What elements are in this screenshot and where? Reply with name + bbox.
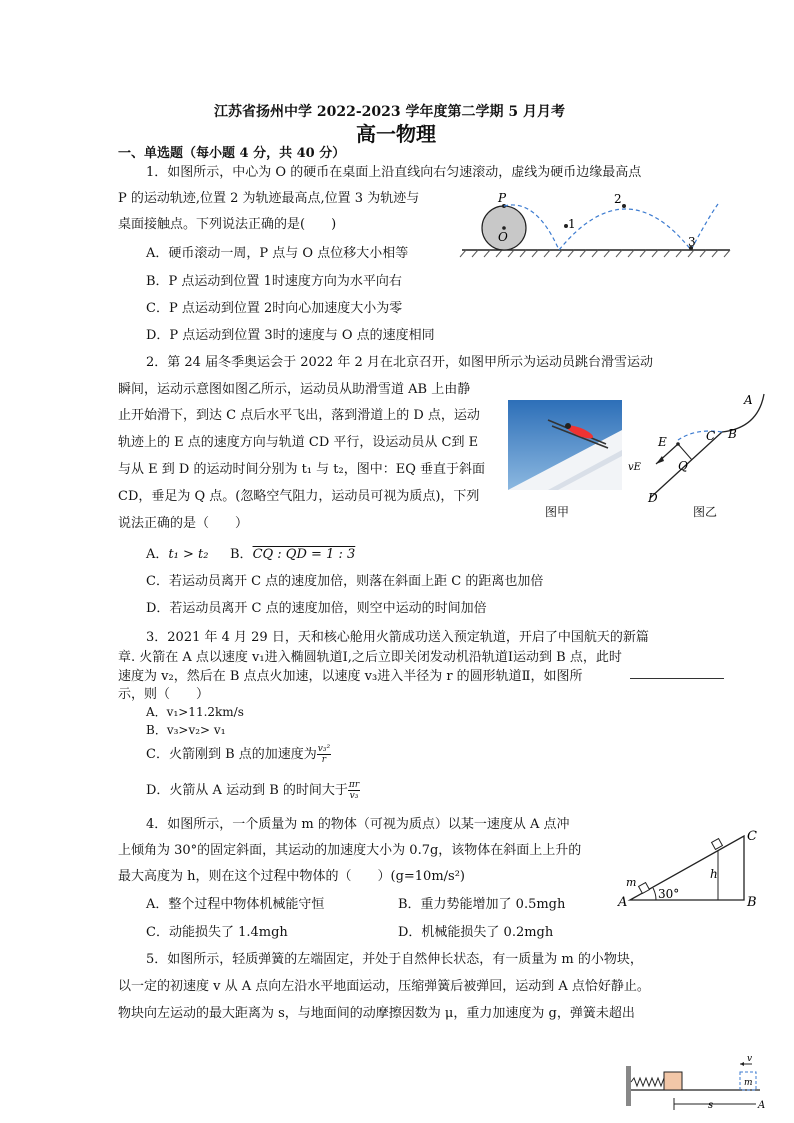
label-o: O <box>498 230 508 244</box>
wall <box>626 1066 631 1106</box>
label-pos3: 3 <box>688 235 696 249</box>
q2-line1: 2．第 24 届冬季奥运会于 2022 年 2 月在北京召开，如图甲所示为运动员跳台滑雪运动 <box>146 355 653 370</box>
q2-line4: 轨迹上的 E 点的速度方向与轨道 CD 平行，设运动员从 C到 E <box>118 435 479 450</box>
q2-line5: 与从 E 到 D 的运动时间分别为 t₁ 与 t₂，图中：EQ 垂直于斜面 <box>118 462 485 477</box>
q5-line1: 5．如图所示，轻质弹簧的左端固定，并处于自然伸长状态，有一质量为 m 的小物块， <box>146 952 643 967</box>
q2-option-d: D．若运动员离开 C 点的速度加倍，则空中运动的时间加倍 <box>146 601 487 616</box>
label-ve: vE <box>628 462 641 473</box>
q2-option-c: C．若运动员离开 C 点的速度加倍，则落在斜面上距 C 的距离也加倍 <box>146 574 544 589</box>
q3-option-d <box>146 780 360 802</box>
label-a: A <box>744 393 753 407</box>
q3-line4: 示，则（ ） <box>118 687 210 702</box>
caption-right: 图乙 <box>693 505 718 519</box>
q3-line3: 速度为 v₂，然后在 B 点点火加速，以速度 v₃进入半径为 r 的圆形轨道Ⅱ，如图所 <box>118 669 583 684</box>
label-h: h <box>710 867 718 881</box>
label-e: E <box>658 435 667 449</box>
q3-option-d-num: πr <box>348 780 360 790</box>
section-heading: 一、单选题（每小题 4 分，共 40 分） <box>118 146 346 161</box>
q2-option-a <box>146 547 208 563</box>
q3-option-d-den: v₃ <box>349 791 359 801</box>
label-m: m <box>626 876 637 889</box>
q2-line6: CD，垂足为 Q 点。(忽略空气阻力，运动员可视为质点)，下列 <box>118 489 480 504</box>
caption-left: 图甲 <box>545 505 570 519</box>
q4-line1: 4．如图所示，一个质量为 m 的物体（可视为质点）以某一速度从 A 点冲 <box>146 817 570 832</box>
q4-option-a: A．整个过程中物体机械能守恒 <box>146 897 325 912</box>
q5-line3: 物块向左运动的最大距离为 s，与地面间的动摩擦因数为 μ，重力加速度为 g，弹簧未超出 <box>118 1006 635 1021</box>
q3-option-c-num: v₃² <box>317 744 331 754</box>
q1-option-b: B．P 点运动到位置 1时速度方向为水平向右 <box>146 274 402 289</box>
label-s: s <box>708 1100 714 1111</box>
q4-line2: 上倾角为 30°的固定斜面，其运动的加速度大小为 0.7g，该物体在斜面上上升的 <box>118 843 582 858</box>
q1-option-d: D．P 点运动到位置 3时的速度与 O 点的速度相同 <box>146 328 435 343</box>
q1-line1: 1．如图所示，中心为 O 的硬币在桌面上沿直线向右匀速滚动，虚线为硬币边缘最高点 <box>146 165 642 180</box>
q4-option-d: D．机械能损失了 0.2mgh <box>398 925 554 940</box>
q2-option-b <box>230 547 355 563</box>
q2-option-b-prefix: B． <box>230 547 253 562</box>
q1-line3: 桌面接触点。下列说法正确的是( ) <box>118 217 337 232</box>
q3-option-d-prefix: D．火箭从 A 运动到 B 的时间大于 <box>146 783 348 798</box>
subject-title: 高一物理 <box>356 122 436 146</box>
label-pos2: 2 <box>614 192 622 206</box>
q1-option-c: C．P 点运动到位置 2时向心加速度大小为零 <box>146 301 403 316</box>
q4-incline-figure <box>616 826 766 910</box>
q3-option-c <box>146 744 331 766</box>
label-b: B <box>728 427 737 441</box>
q3-option-d-fraction <box>348 780 360 801</box>
q2-option-a-prefix: A． <box>146 547 169 562</box>
label-p: P <box>498 191 507 205</box>
q1-option-a: A．硬币滚动一周，P 点与 O 点位移大小相等 <box>146 246 409 261</box>
q1-line2: P 的运动轨迹,位置 2 为轨迹最高点,位置 3 为轨迹与 <box>118 191 420 206</box>
label-pos1: 1 <box>568 217 576 231</box>
ski-slope-diagram <box>626 388 776 506</box>
label-d: D <box>648 491 658 505</box>
q3-line1: 3．2021 年 4 月 29 日，天和核心舱用火箭成功送入预定轨道，开启了中国航天的新篇 <box>146 630 649 645</box>
q5-spring-figure <box>620 1054 770 1112</box>
ski-jump-photo <box>508 400 622 490</box>
q3-option-c-fraction <box>317 744 331 765</box>
q4-line3: 最大高度为 h，则在这个过程中物体的（ ）(g=10m/s²) <box>118 869 465 884</box>
label-a: A <box>618 895 628 910</box>
q3-figure-placeholder-line <box>630 678 724 679</box>
q3-option-b: B．v₃>v₂> v₁ <box>146 723 226 737</box>
q2-option-b-expr: CQ : QD = 1 : 3 <box>252 547 356 562</box>
q3-option-c-den: r <box>321 755 327 765</box>
label-a: A <box>758 1100 766 1111</box>
q2-line2: 瞬间，运动示意图如图乙所示，运动员从助滑雪道 AB 上由静 <box>118 382 471 397</box>
q4-option-b: B．重力势能增加了 0.5mgh <box>398 897 566 912</box>
q2-line7: 说法正确的是（ ） <box>118 516 249 531</box>
label-q: Q <box>678 459 688 473</box>
q3-option-c-prefix: C．火箭刚到 B 点的加速度为 <box>146 747 317 762</box>
q2-line3: 止开始滑下，到达 C 点后水平飞出，落到滑道上的 D 点，运动 <box>118 408 480 423</box>
q4-option-c: C．动能损失了 1.4mgh <box>146 925 288 940</box>
block-left <box>664 1072 682 1090</box>
label-m: m <box>744 1078 753 1088</box>
label-c: C <box>706 429 716 443</box>
label-b: B <box>747 895 757 910</box>
label-c: C <box>747 829 757 844</box>
label-v: v <box>747 1054 753 1064</box>
q2-option-a-expr: t₁ > t₂ <box>168 547 209 562</box>
q5-line2: 以一定的初速度 v 从 A 点向左沿水平地面运动，压缩弹簧后被弹回，运动到 A 点恰好静止。 <box>118 979 650 994</box>
trajectory-curve <box>504 204 718 250</box>
q3-option-a: A．v₁>11.2km/s <box>146 705 244 719</box>
exam-title: 江苏省扬州中学 2022-2023 学年度第二学期 5 月月考 <box>214 104 565 120</box>
slope-track <box>650 394 764 498</box>
q3-line2: 章. 火箭在 A 点以速度 v₁进入椭圆轨道Ⅰ,之后立即关闭发动机沿轨道Ⅰ运动到 B 点，此时 <box>118 650 622 665</box>
label-angle: 30° <box>658 887 680 901</box>
q1-coin-figure <box>456 188 736 260</box>
